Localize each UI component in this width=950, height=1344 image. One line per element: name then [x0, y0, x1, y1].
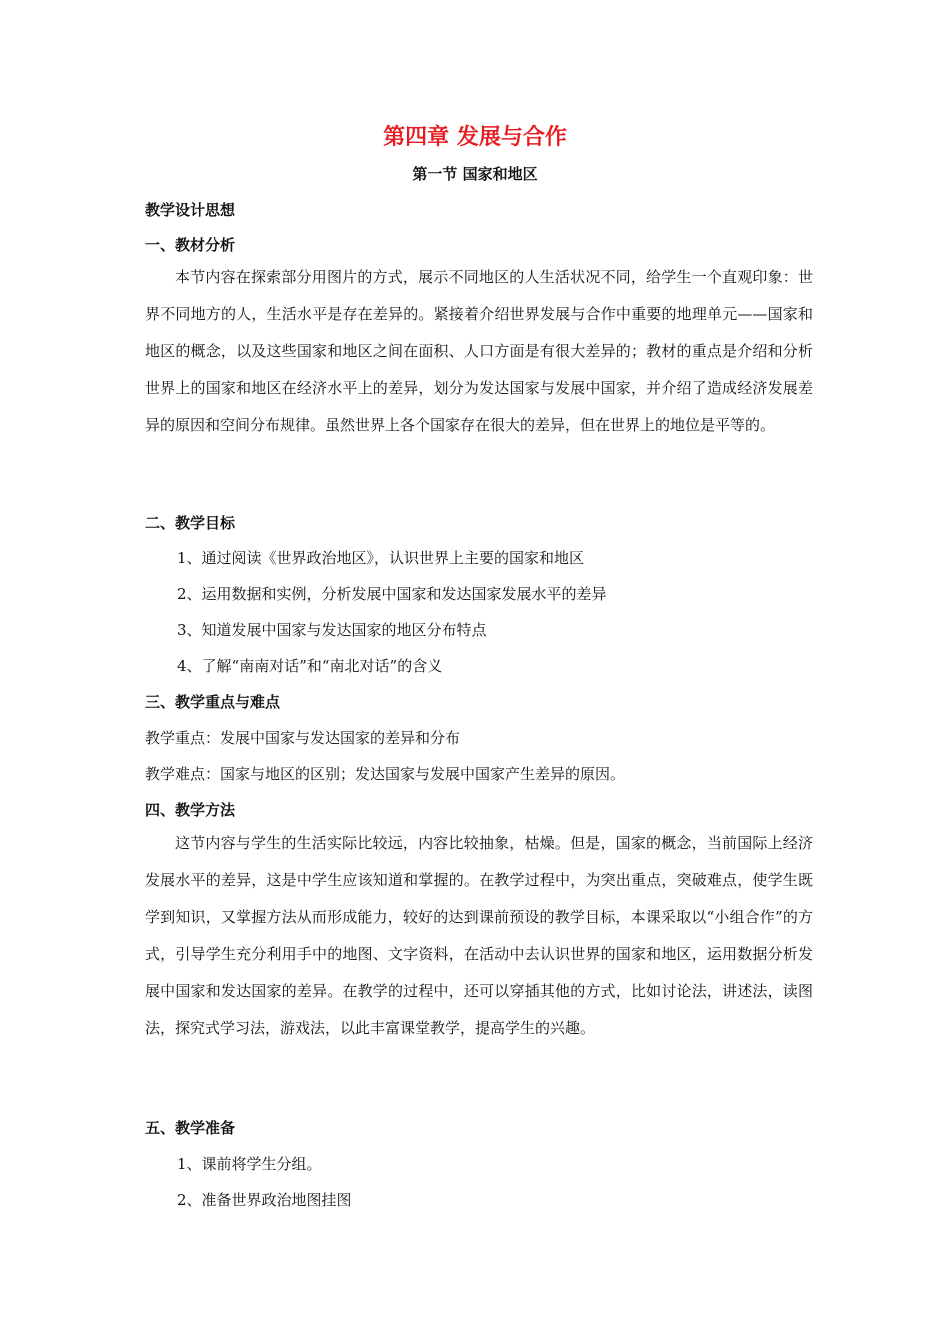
section-paragraph-1: 本节内容在探索部分用图片的方式，展示不同地区的人生活状况不同，给学生一个直观印象：世界不同地方的人，生活水平是存在差异的。紧接着介绍世界发展与合作中重要的地理单元——国家和地区的概念，以及这些国家和地区之间在面积、人口方面是有很大差异的；教材的重点是介绍和分析世界上的国家和地区在经济水平上的差异，划分为发达国家与发展中国家，并介绍了造成经济发展差异的原因和空间分布规律。虽然世界上各个国家存在很大的差异，但在世界上的地位是平等的。 — [145, 268, 813, 434]
section-subtitle: 第一节 国家和地区 — [412, 165, 538, 183]
objective-item: 1、通过阅读《世界政治地区》，认识世界上主要的国家和地区 — [177, 549, 585, 567]
preparation-item: 2、准备世界政治地图挂图 — [177, 1191, 352, 1209]
difficulty-point: 教学难点：国家与地区的区别；发达国家与发展中国家产生差异的原因。 — [145, 765, 626, 783]
objective-item: 2、运用数据和实例，分析发展中国家和发达国家发展水平的差异 — [177, 585, 607, 603]
preparation-item: 1、课前将学生分组。 — [177, 1155, 322, 1173]
section-heading-3: 三、教学重点与难点 — [145, 693, 281, 711]
section-heading-4: 四、教学方法 — [145, 801, 236, 819]
objective-item: 4、了解“南南对话”和“南北对话”的含义 — [177, 657, 443, 675]
section-heading-1: 一、教材分析 — [145, 236, 236, 254]
key-point: 教学重点：发展中国家与发达国家的差异和分布 — [145, 729, 461, 747]
objective-item: 3、知道发展中国家与发达国家的地区分布特点 — [177, 621, 487, 639]
section-heading-2: 二、教学目标 — [145, 514, 236, 532]
design-heading: 教学设计思想 — [145, 201, 236, 219]
chapter-title: 第四章 发展与合作 — [383, 125, 567, 150]
section-heading-5: 五、教学准备 — [145, 1119, 236, 1137]
section-paragraph-4: 这节内容与学生的生活实际比较远，内容比较抽象，枯燥。但是，国家的概念，当前国际上经济发展水平的差异，这是中学生应该知道和掌握的。在教学过程中，为突出重点，突破难点，使学生既学到知识，又掌握方法从而形成能力，较好的达到课前预设的教学目标，本课采取以“小组合作”的方式，引导学生充分利用手中的地图、文字资料，在活动中去认识世界的国家和地区，运用数据分析发展中国家和发达国家的差异。在教学的过程中，还可以穿插其他的方式，比如讨论法，讲述法，读图法，探究式学习法，游戏法，以此丰富课堂教学，提高学生的兴趣。 — [145, 834, 813, 1037]
